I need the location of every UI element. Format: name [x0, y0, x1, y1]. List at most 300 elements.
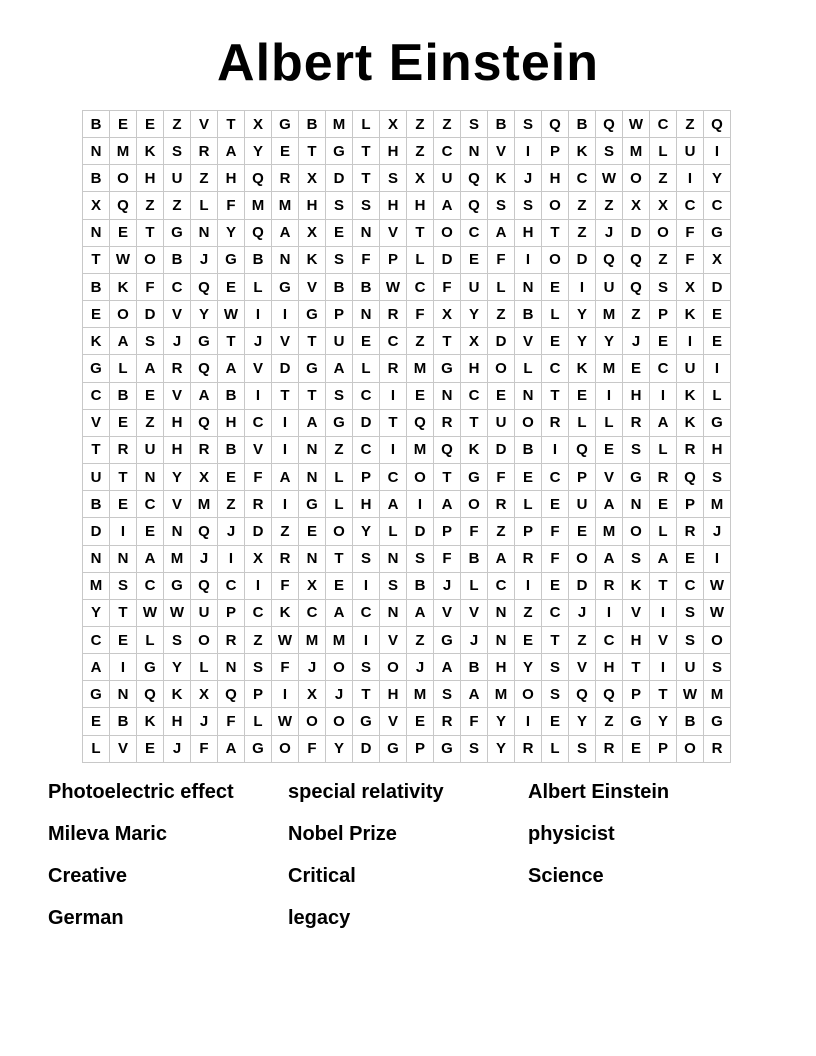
grid-cell[interactable]: O [326, 654, 353, 681]
grid-cell[interactable]: K [110, 274, 137, 301]
grid-cell[interactable]: H [380, 681, 407, 708]
grid-cell[interactable]: S [650, 274, 677, 301]
grid-cell[interactable]: I [704, 546, 731, 573]
grid-cell[interactable]: Y [569, 301, 596, 328]
grid-cell[interactable]: Z [650, 247, 677, 274]
grid-cell[interactable]: T [434, 464, 461, 491]
grid-cell[interactable]: D [488, 328, 515, 355]
grid-cell[interactable]: A [434, 491, 461, 518]
grid-cell[interactable]: H [218, 410, 245, 437]
grid-cell[interactable]: Y [191, 301, 218, 328]
grid-cell[interactable]: E [110, 220, 137, 247]
grid-cell[interactable]: R [191, 437, 218, 464]
grid-cell[interactable]: Q [623, 247, 650, 274]
grid-cell[interactable]: R [380, 355, 407, 382]
grid-cell[interactable]: D [434, 247, 461, 274]
grid-cell[interactable]: X [245, 546, 272, 573]
grid-cell[interactable]: C [245, 410, 272, 437]
grid-cell[interactable]: S [434, 681, 461, 708]
grid-cell[interactable]: H [461, 355, 488, 382]
grid-cell[interactable]: B [218, 383, 245, 410]
grid-cell[interactable]: B [353, 274, 380, 301]
grid-cell[interactable]: Q [407, 410, 434, 437]
grid-cell[interactable]: X [623, 192, 650, 219]
grid-cell[interactable]: L [245, 708, 272, 735]
grid-cell[interactable]: D [407, 518, 434, 545]
grid-cell[interactable]: C [596, 627, 623, 654]
grid-cell[interactable]: R [515, 546, 542, 573]
grid-cell[interactable]: K [488, 165, 515, 192]
grid-cell[interactable]: M [272, 192, 299, 219]
grid-cell[interactable]: L [650, 138, 677, 165]
grid-cell[interactable]: N [83, 546, 110, 573]
grid-cell[interactable]: U [137, 437, 164, 464]
grid-cell[interactable]: Y [488, 708, 515, 735]
grid-cell[interactable]: Q [596, 681, 623, 708]
grid-cell[interactable]: K [137, 138, 164, 165]
grid-cell[interactable]: W [380, 274, 407, 301]
grid-cell[interactable]: Z [407, 111, 434, 138]
grid-cell[interactable]: C [461, 383, 488, 410]
grid-cell[interactable]: R [218, 627, 245, 654]
grid-cell[interactable]: C [569, 165, 596, 192]
grid-cell[interactable]: G [704, 220, 731, 247]
grid-cell[interactable]: A [461, 681, 488, 708]
grid-cell[interactable]: A [434, 654, 461, 681]
grid-cell[interactable]: V [515, 328, 542, 355]
grid-cell[interactable]: H [407, 192, 434, 219]
grid-cell[interactable]: E [623, 736, 650, 763]
grid-cell[interactable]: S [326, 247, 353, 274]
grid-cell[interactable]: H [299, 192, 326, 219]
grid-cell[interactable]: X [299, 220, 326, 247]
grid-cell[interactable]: E [407, 708, 434, 735]
grid-cell[interactable]: Z [137, 192, 164, 219]
grid-cell[interactable]: K [272, 600, 299, 627]
grid-cell[interactable]: E [110, 627, 137, 654]
grid-cell[interactable]: E [137, 518, 164, 545]
grid-cell[interactable]: O [623, 518, 650, 545]
grid-cell[interactable]: Z [596, 708, 623, 735]
grid-cell[interactable]: V [488, 138, 515, 165]
grid-cell[interactable]: P [245, 681, 272, 708]
grid-cell[interactable]: J [596, 220, 623, 247]
grid-cell[interactable]: E [299, 518, 326, 545]
grid-cell[interactable]: P [326, 301, 353, 328]
grid-cell[interactable]: V [569, 654, 596, 681]
grid-cell[interactable]: L [326, 491, 353, 518]
grid-cell[interactable]: M [191, 491, 218, 518]
grid-cell[interactable]: J [164, 328, 191, 355]
grid-cell[interactable]: P [569, 464, 596, 491]
grid-cell[interactable]: F [677, 247, 704, 274]
grid-cell[interactable]: A [326, 600, 353, 627]
grid-cell[interactable]: G [434, 627, 461, 654]
grid-cell[interactable]: R [191, 138, 218, 165]
grid-cell[interactable]: V [164, 491, 191, 518]
grid-cell[interactable]: R [704, 736, 731, 763]
grid-cell[interactable]: T [542, 383, 569, 410]
grid-cell[interactable]: B [110, 383, 137, 410]
grid-cell[interactable]: R [650, 464, 677, 491]
grid-cell[interactable]: O [650, 220, 677, 247]
grid-cell[interactable]: P [542, 138, 569, 165]
grid-cell[interactable]: L [596, 410, 623, 437]
grid-cell[interactable]: Z [488, 301, 515, 328]
grid-cell[interactable]: S [380, 165, 407, 192]
grid-cell[interactable]: Q [434, 437, 461, 464]
grid-cell[interactable]: T [83, 437, 110, 464]
grid-cell[interactable]: N [515, 383, 542, 410]
grid-cell[interactable]: E [272, 138, 299, 165]
grid-cell[interactable]: J [299, 654, 326, 681]
grid-cell[interactable]: T [542, 220, 569, 247]
grid-cell[interactable]: T [542, 627, 569, 654]
grid-cell[interactable]: G [191, 328, 218, 355]
grid-cell[interactable]: Z [191, 165, 218, 192]
grid-cell[interactable]: G [704, 410, 731, 437]
grid-cell[interactable]: I [407, 491, 434, 518]
grid-cell[interactable]: X [83, 192, 110, 219]
grid-cell[interactable]: E [407, 383, 434, 410]
grid-cell[interactable]: G [326, 410, 353, 437]
grid-cell[interactable]: E [515, 627, 542, 654]
grid-cell[interactable]: Y [704, 165, 731, 192]
grid-cell[interactable]: M [245, 192, 272, 219]
grid-cell[interactable]: C [434, 138, 461, 165]
grid-cell[interactable]: Z [407, 627, 434, 654]
grid-cell[interactable]: B [299, 111, 326, 138]
grid-cell[interactable]: H [623, 383, 650, 410]
grid-cell[interactable]: L [488, 274, 515, 301]
grid-cell[interactable]: C [218, 573, 245, 600]
grid-cell[interactable]: G [272, 111, 299, 138]
grid-cell[interactable]: S [164, 138, 191, 165]
grid-cell[interactable]: J [434, 573, 461, 600]
grid-cell[interactable]: E [110, 491, 137, 518]
grid-cell[interactable]: T [110, 464, 137, 491]
grid-cell[interactable]: F [218, 708, 245, 735]
grid-cell[interactable]: D [704, 274, 731, 301]
grid-cell[interactable]: S [515, 111, 542, 138]
grid-cell[interactable]: M [299, 627, 326, 654]
grid-cell[interactable]: Y [515, 654, 542, 681]
grid-cell[interactable]: O [488, 355, 515, 382]
grid-cell[interactable]: T [137, 220, 164, 247]
grid-cell[interactable]: T [299, 328, 326, 355]
grid-cell[interactable]: F [542, 546, 569, 573]
grid-cell[interactable]: I [272, 410, 299, 437]
grid-cell[interactable]: Q [704, 111, 731, 138]
grid-cell[interactable]: A [380, 491, 407, 518]
grid-cell[interactable]: I [542, 437, 569, 464]
grid-cell[interactable]: X [245, 111, 272, 138]
grid-cell[interactable]: Y [353, 518, 380, 545]
grid-cell[interactable]: O [704, 627, 731, 654]
grid-cell[interactable]: T [380, 410, 407, 437]
grid-cell[interactable]: C [137, 573, 164, 600]
grid-cell[interactable]: X [434, 301, 461, 328]
grid-cell[interactable]: G [137, 654, 164, 681]
grid-cell[interactable]: N [110, 546, 137, 573]
grid-cell[interactable]: L [704, 383, 731, 410]
grid-cell[interactable]: I [596, 383, 623, 410]
grid-cell[interactable]: G [164, 220, 191, 247]
grid-cell[interactable]: Y [461, 301, 488, 328]
grid-cell[interactable]: Q [191, 410, 218, 437]
grid-cell[interactable]: E [542, 491, 569, 518]
grid-cell[interactable]: S [353, 192, 380, 219]
grid-cell[interactable]: B [326, 274, 353, 301]
grid-cell[interactable]: L [461, 573, 488, 600]
grid-cell[interactable]: W [596, 165, 623, 192]
grid-cell[interactable]: R [434, 410, 461, 437]
grid-cell[interactable]: Q [623, 274, 650, 301]
grid-cell[interactable]: J [407, 654, 434, 681]
grid-cell[interactable]: Q [137, 681, 164, 708]
grid-cell[interactable]: W [218, 301, 245, 328]
grid-cell[interactable]: X [407, 165, 434, 192]
grid-cell[interactable]: D [623, 220, 650, 247]
grid-cell[interactable]: H [380, 138, 407, 165]
grid-cell[interactable]: G [380, 736, 407, 763]
grid-cell[interactable]: I [110, 518, 137, 545]
grid-cell[interactable]: V [164, 383, 191, 410]
grid-cell[interactable]: N [191, 220, 218, 247]
grid-cell[interactable]: G [299, 301, 326, 328]
grid-cell[interactable]: D [326, 165, 353, 192]
grid-cell[interactable]: E [326, 573, 353, 600]
grid-cell[interactable]: L [353, 111, 380, 138]
grid-cell[interactable]: A [407, 600, 434, 627]
grid-cell[interactable]: Y [650, 708, 677, 735]
grid-cell[interactable]: E [704, 328, 731, 355]
grid-cell[interactable]: F [191, 736, 218, 763]
grid-cell[interactable]: U [569, 491, 596, 518]
grid-cell[interactable]: H [218, 165, 245, 192]
grid-cell[interactable]: L [650, 437, 677, 464]
grid-cell[interactable]: F [218, 192, 245, 219]
grid-cell[interactable]: I [650, 600, 677, 627]
grid-cell[interactable]: E [542, 708, 569, 735]
grid-cell[interactable]: Z [137, 410, 164, 437]
grid-cell[interactable]: S [326, 192, 353, 219]
grid-cell[interactable]: G [326, 138, 353, 165]
grid-cell[interactable]: R [596, 736, 623, 763]
grid-cell[interactable]: A [218, 138, 245, 165]
grid-cell[interactable]: M [326, 111, 353, 138]
grid-cell[interactable]: Q [191, 518, 218, 545]
grid-cell[interactable]: N [488, 600, 515, 627]
grid-cell[interactable]: A [596, 491, 623, 518]
grid-cell[interactable]: M [488, 681, 515, 708]
grid-cell[interactable]: C [380, 464, 407, 491]
grid-cell[interactable]: K [677, 410, 704, 437]
grid-cell[interactable]: T [353, 165, 380, 192]
grid-cell[interactable]: L [542, 301, 569, 328]
grid-cell[interactable]: N [218, 654, 245, 681]
grid-cell[interactable]: Y [569, 708, 596, 735]
grid-cell[interactable]: B [164, 247, 191, 274]
grid-cell[interactable]: F [272, 573, 299, 600]
grid-cell[interactable]: M [407, 355, 434, 382]
grid-cell[interactable]: M [326, 627, 353, 654]
grid-cell[interactable]: W [164, 600, 191, 627]
grid-cell[interactable]: A [218, 355, 245, 382]
grid-cell[interactable]: O [461, 491, 488, 518]
grid-cell[interactable]: R [164, 355, 191, 382]
grid-cell[interactable]: I [353, 573, 380, 600]
grid-cell[interactable]: P [650, 736, 677, 763]
grid-cell[interactable]: B [83, 274, 110, 301]
grid-cell[interactable]: U [191, 600, 218, 627]
grid-cell[interactable]: C [542, 355, 569, 382]
grid-cell[interactable]: I [515, 138, 542, 165]
grid-cell[interactable]: U [326, 328, 353, 355]
grid-cell[interactable]: V [110, 736, 137, 763]
grid-cell[interactable]: M [110, 138, 137, 165]
grid-cell[interactable]: Y [83, 600, 110, 627]
grid-cell[interactable]: P [677, 491, 704, 518]
grid-cell[interactable]: E [650, 491, 677, 518]
grid-cell[interactable]: T [623, 654, 650, 681]
grid-cell[interactable]: F [542, 518, 569, 545]
grid-cell[interactable]: S [407, 546, 434, 573]
grid-cell[interactable]: E [542, 573, 569, 600]
grid-cell[interactable]: Y [218, 220, 245, 247]
grid-cell[interactable]: N [299, 546, 326, 573]
grid-cell[interactable]: O [272, 736, 299, 763]
grid-cell[interactable]: L [542, 736, 569, 763]
grid-cell[interactable]: Z [326, 437, 353, 464]
grid-cell[interactable]: V [299, 274, 326, 301]
grid-cell[interactable]: S [110, 573, 137, 600]
grid-cell[interactable]: V [245, 355, 272, 382]
grid-cell[interactable]: Z [569, 220, 596, 247]
grid-cell[interactable]: N [353, 220, 380, 247]
grid-cell[interactable]: G [623, 708, 650, 735]
grid-cell[interactable]: L [515, 355, 542, 382]
grid-cell[interactable]: I [272, 301, 299, 328]
grid-cell[interactable]: C [407, 274, 434, 301]
grid-cell[interactable]: O [299, 708, 326, 735]
grid-cell[interactable]: R [677, 437, 704, 464]
grid-cell[interactable]: E [218, 464, 245, 491]
grid-cell[interactable]: I [650, 383, 677, 410]
grid-cell[interactable]: M [596, 355, 623, 382]
grid-cell[interactable]: S [704, 654, 731, 681]
grid-cell[interactable]: C [380, 328, 407, 355]
grid-cell[interactable]: M [704, 491, 731, 518]
grid-cell[interactable]: Z [569, 192, 596, 219]
grid-cell[interactable]: B [245, 247, 272, 274]
grid-cell[interactable]: T [218, 111, 245, 138]
grid-cell[interactable]: Z [650, 165, 677, 192]
grid-cell[interactable]: B [407, 573, 434, 600]
grid-cell[interactable]: I [380, 383, 407, 410]
grid-cell[interactable]: C [542, 600, 569, 627]
grid-cell[interactable]: E [569, 518, 596, 545]
grid-cell[interactable]: Z [677, 111, 704, 138]
grid-cell[interactable]: E [110, 410, 137, 437]
grid-cell[interactable]: K [677, 301, 704, 328]
grid-cell[interactable]: G [461, 464, 488, 491]
grid-cell[interactable]: L [137, 627, 164, 654]
grid-cell[interactable]: J [461, 627, 488, 654]
grid-cell[interactable]: R [677, 518, 704, 545]
grid-cell[interactable]: B [83, 491, 110, 518]
grid-cell[interactable]: K [569, 138, 596, 165]
grid-cell[interactable]: I [704, 138, 731, 165]
grid-cell[interactable]: M [164, 546, 191, 573]
grid-cell[interactable]: S [569, 736, 596, 763]
grid-cell[interactable]: E [461, 247, 488, 274]
grid-cell[interactable]: Z [488, 518, 515, 545]
grid-cell[interactable]: F [488, 247, 515, 274]
grid-cell[interactable]: L [245, 274, 272, 301]
grid-cell[interactable]: L [191, 192, 218, 219]
grid-cell[interactable]: S [623, 546, 650, 573]
grid-cell[interactable]: T [326, 546, 353, 573]
grid-cell[interactable]: S [677, 600, 704, 627]
grid-cell[interactable]: O [677, 736, 704, 763]
grid-cell[interactable]: Z [245, 627, 272, 654]
grid-cell[interactable]: L [191, 654, 218, 681]
grid-cell[interactable]: O [191, 627, 218, 654]
grid-cell[interactable]: I [704, 355, 731, 382]
grid-cell[interactable]: I [650, 654, 677, 681]
grid-cell[interactable]: V [380, 220, 407, 247]
grid-cell[interactable]: A [434, 192, 461, 219]
grid-cell[interactable]: F [434, 274, 461, 301]
grid-cell[interactable]: U [434, 165, 461, 192]
grid-cell[interactable]: U [488, 410, 515, 437]
grid-cell[interactable]: E [650, 328, 677, 355]
grid-cell[interactable]: A [191, 383, 218, 410]
grid-cell[interactable]: G [83, 355, 110, 382]
grid-cell[interactable]: L [515, 491, 542, 518]
grid-cell[interactable]: Q [596, 111, 623, 138]
grid-cell[interactable]: Q [191, 355, 218, 382]
grid-cell[interactable]: I [245, 573, 272, 600]
grid-cell[interactable]: N [380, 600, 407, 627]
grid-cell[interactable]: S [353, 546, 380, 573]
grid-cell[interactable]: Q [110, 192, 137, 219]
grid-cell[interactable]: G [704, 708, 731, 735]
grid-cell[interactable]: P [623, 681, 650, 708]
grid-cell[interactable]: N [137, 464, 164, 491]
grid-cell[interactable]: S [704, 464, 731, 491]
grid-cell[interactable]: B [83, 165, 110, 192]
grid-cell[interactable]: G [218, 247, 245, 274]
grid-cell[interactable]: W [137, 600, 164, 627]
grid-cell[interactable]: E [677, 546, 704, 573]
grid-cell[interactable]: T [353, 681, 380, 708]
grid-cell[interactable]: X [380, 111, 407, 138]
grid-cell[interactable]: C [299, 600, 326, 627]
grid-cell[interactable]: V [623, 600, 650, 627]
grid-cell[interactable]: E [83, 301, 110, 328]
grid-cell[interactable]: V [272, 328, 299, 355]
grid-cell[interactable]: Y [488, 736, 515, 763]
grid-cell[interactable]: I [677, 328, 704, 355]
grid-cell[interactable]: S [137, 328, 164, 355]
grid-cell[interactable]: S [461, 736, 488, 763]
grid-cell[interactable]: V [164, 301, 191, 328]
grid-cell[interactable]: K [299, 247, 326, 274]
grid-cell[interactable]: C [488, 573, 515, 600]
grid-cell[interactable]: Z [218, 491, 245, 518]
